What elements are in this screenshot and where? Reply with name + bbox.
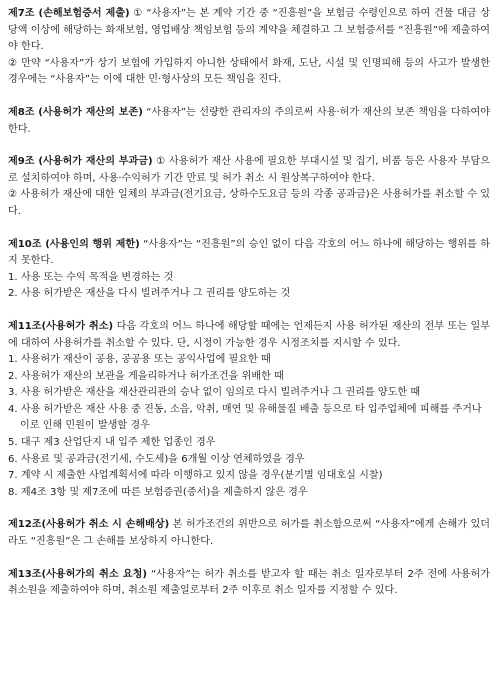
- article-7: [8, 6, 490, 89]
- article-7-para-2: ② 만약 “사용자”가 상기 보험에 가입하지 아니한 상태에서 화재, 도난, 시설 및 인명피해 등의 사고가 발생한 경우에는 “사용자”는 이에 대한 민·형사상의 모든 책임을 진다.: [8, 57, 490, 86]
- list-item: 2. 사용 허가받은 재산을 다시 빌려주거나 그 권리를 양도하는 것: [8, 288, 291, 300]
- article-13-para-1: 제13조(사용허가의 취소 요청) “사용자”는 허가 취소를 받고자 할 때는 취소 일자로부터 2주 전에 사용허가 취소원을 제출하여야 하며, 취소원 제출일로부터 2주 이후로 취소 일자를 지정할 수 있다.: [8, 568, 490, 597]
- article-9: [8, 154, 490, 220]
- article-10-items: [8, 270, 490, 303]
- list-item: 5. 대구 제3 산업단지 내 입주 제한 업종인 경우: [8, 437, 216, 449]
- article-13-heading: 제13조(사용허가의 취소 요청): [8, 568, 148, 580]
- article-10: [8, 237, 490, 303]
- article-7-para-1: 제7조 (손해보험증서 제출) ① “사용자”는 본 계약 기간 중 “진흥원”을 보험금 수령인으로 하여 건물 대금 상당액 이상에 해당하는 화재보험, 영업배상 책임보험 등의 계약을 체결하고 그 보험증서를 “진흥원”에 제출하여야 한다.: [8, 8, 490, 53]
- article-9-heading: 제9조 (사용허가 재산의 부과금): [8, 156, 153, 168]
- list-item: 2. 사용허가 재산의 보관을 게을리하거나 허가조건을 위배한 때: [8, 370, 284, 382]
- list-item: 4. 사용 허가받은 재산 사용 중 진동, 소음, 악취, 매연 및 유해물질 배출 등으로 타 입주업체에 피해를 주거나 이로 인해 민원이 발생할 경우: [8, 403, 482, 432]
- article-12-heading: 제12조(사용허가 취소 시 손해배상): [8, 519, 170, 531]
- article-11-para-1: 제11조(사용허가 취소) 다음 각호의 어느 하나에 해당할 때에는 언제든지 사용 허가된 재산의 전부 또는 일부에 대하여 사용허가를 취소할 수 있다. 단, 시정이 가능한 경우 시정조치를 지시할 수 있다.: [8, 320, 490, 349]
- article-10-para-1: 제10조 (사용인의 행위 제한) “사용자”는 “진흥원”의 승인 없이 다음 각호의 어느 하나에 해당하는 행위를 하지 못한다.: [8, 238, 490, 267]
- article-11: [8, 319, 490, 502]
- article-12-para-1: 제12조(사용허가 취소 시 손해배상) 본 허가조건의 위반으로 허가를 취소함으로써 “사용자”에게 손해가 있더라도 “진흥원”은 그 손해를 보상하지 아니한다.: [8, 519, 490, 548]
- list-item: 1. 사용 또는 수익 목적을 변경하는 것: [8, 271, 174, 283]
- article-11-items: [8, 352, 490, 501]
- article-13: [8, 567, 490, 600]
- list-item: 7. 계약 시 제출한 사업계획서에 따라 이행하고 있지 않을 경우(분기별 임대호실 시찰): [8, 470, 383, 482]
- article-8: [8, 105, 490, 138]
- article-8-para-1: 제8조 (사용허가 재산의 보존) “사용자”는 선량한 관리자의 주의로써 사용·허가 재산의 보존 책임을 다하여야 한다.: [8, 106, 490, 135]
- list-item: 6. 사용료 및 공과금(전기세, 수도세)을 6개월 이상 연체하였을 경우: [8, 453, 305, 465]
- list-item: 1. 사용허가 재산이 공용, 공공용 또는 공익사업에 필요한 때: [8, 354, 271, 366]
- list-item: 3. 사용 허가받은 재산을 재산관리관의 승낙 없이 임의로 다시 빌려주거나 그 권리를 양도한 때: [8, 387, 421, 399]
- article-8-heading: 제8조 (사용허가 재산의 보존): [8, 106, 143, 118]
- article-12: [8, 517, 490, 550]
- list-item: 8. 제4조 3항 및 제7조에 따른 보험증권(증서)을 제출하지 않은 경우: [8, 486, 308, 498]
- article-10-heading: 제10조 (사용인의 행위 제한): [8, 238, 140, 250]
- article-9-para-1: 제9조 (사용허가 재산의 부과금) ① 사용허가 재산 사용에 필요한 부대시설 및 집기, 비품 등은 사용자 부담으로 설치하여야 하며, 사용·수익허가 기간 만료 및 허가 취소 시 원상복구하여야 한다.: [8, 156, 490, 184]
- article-9-para-2: ② 사용허가 재산에 대한 일체의 부과금(전기요금, 상하수도요금 등의 각종 공과금)은 사용허가를 취소할 수 있다.: [8, 189, 490, 217]
- article-7-heading: 제7조 (손해보험증서 제출): [8, 8, 130, 19]
- article-11-heading: 제11조(사용허가 취소): [8, 320, 114, 332]
